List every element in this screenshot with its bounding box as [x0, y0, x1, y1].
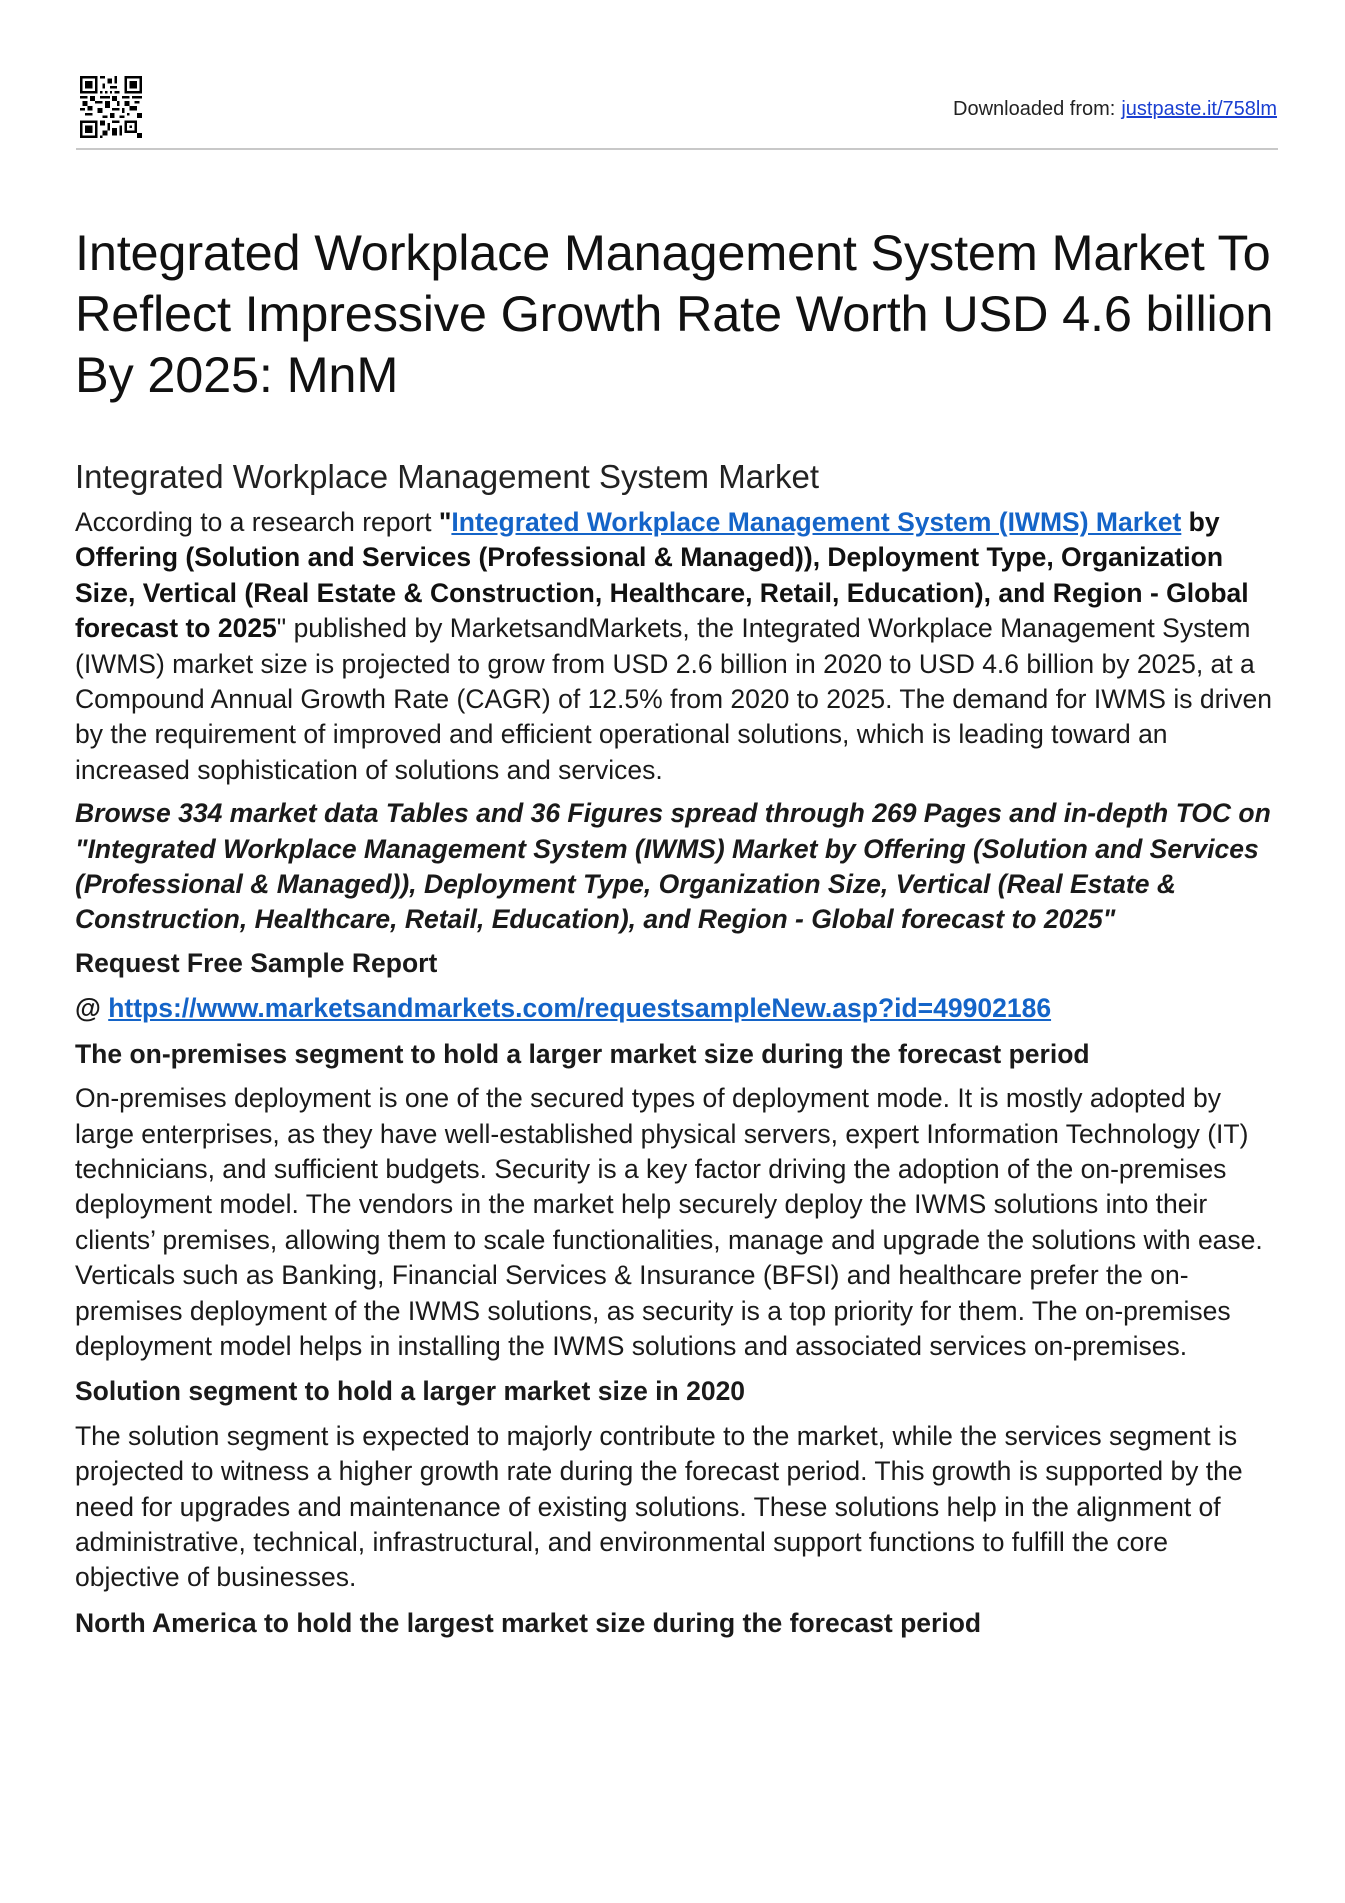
article	[75, 222, 1275, 1641]
section-heading-solution: Solution segment to hold a larger market size in 2020	[75, 1376, 746, 1407]
sample-line	[75, 991, 1275, 1026]
section-body-solution: The solution segment is expected to majorly contribute to the market, while the services segment is projected to witness a higher growth rate during the forecast period. This growth is supported by the need for upgrades and maintenance of existing solutions. These solutions help in the alignment of administrative, technical, infrastructural, and environmental support functions to fulfill the core objective of businesses.	[75, 1420, 1243, 1593]
intro-rest: " published by MarketsandMarkets, the Integrated Workplace Management System (IWMS) market size is projected to grow from USD 2.6 billion in 2020 to USD 4.6 billion by 2025, at a Compound Annual Growth Rate (CAGR) of 12.5% from 2020 to 2025. The demand for IWMS is driven by the requirement of improved and efficient operational solutions, which is leading toward an increased sophistication of solutions and services.	[75, 613, 1273, 785]
article-subtitle: Integrated Workplace Management System Market	[75, 458, 820, 495]
qr-code-icon	[80, 76, 142, 138]
report-title-bold: by Offering (Solution and Services (Professional & Managed)), Deployment Type, Organization Size, Vertical (Real Estate & Construction, Healthcare, Retail, Education), and Region - Global forecast to 2025	[75, 507, 1249, 644]
quote-open: "	[438, 507, 452, 537]
sample-label: Request Free Sample Report	[75, 947, 438, 978]
intro-prefix: According to a research report	[75, 507, 439, 537]
header-divider	[76, 148, 1278, 150]
page-title: Integrated Workplace Management System Market To Reflect Impressive Growth Rate Worth USD 4.6 billion By 2025: MnM	[75, 224, 1274, 403]
sample-link[interactable]: https://www.marketsandmarkets.com/requestsampleNew.asp?id=49902186	[108, 993, 1052, 1024]
source-link[interactable]: justpaste.it/758lm	[1121, 98, 1277, 120]
report-link[interactable]: Integrated Workplace Management System (IWMS) Market	[451, 507, 1182, 537]
section-heading-on-premises: The on-premises segment to hold a larger market size during the forecast period	[75, 1038, 1090, 1069]
section-heading-north-america: North America to hold the largest market size during the forecast period	[75, 1607, 982, 1638]
section-body-on-premises: On-premises deployment is one of the secured types of deployment mode. It is mostly adopted by large enterprises, as they have well-established physical servers, expert Information Technology (IT) technicians, and sufficient budgets. Security is a key factor driving the adoption of the on-premises deployment model. The vendors in the market help securely deploy the IWMS solutions into their clients’ premises, allowing them to scale functionalities, manage and upgrade the solutions with ease. Verticals such as Banking, Financial Services & Insurance (BFSI) and healthcare prefer the on-premises deployment of the IWMS solutions, as security is a top priority for them. The on-premises deployment model helps in installing the IWMS solutions and associated services on-premises.	[75, 1083, 1263, 1361]
downloaded-from-label: Downloaded from:	[953, 98, 1116, 120]
browse-paragraph: Browse 334 market data Tables and 36 Figures spread through 269 Pages and in-depth TOC on "Integrated Workplace Management System (IWMS) Market by Offering (Solution and Services (Professional & Managed)), Deployment Type, Organization Size, Vertical (Real Estate & Construction, Healthcare, Retail, Education), and Region - Global forecast to 2025"	[75, 798, 1271, 935]
download-source	[953, 98, 1277, 121]
at-sign: @	[75, 993, 109, 1024]
intro-paragraph	[75, 505, 1275, 788]
